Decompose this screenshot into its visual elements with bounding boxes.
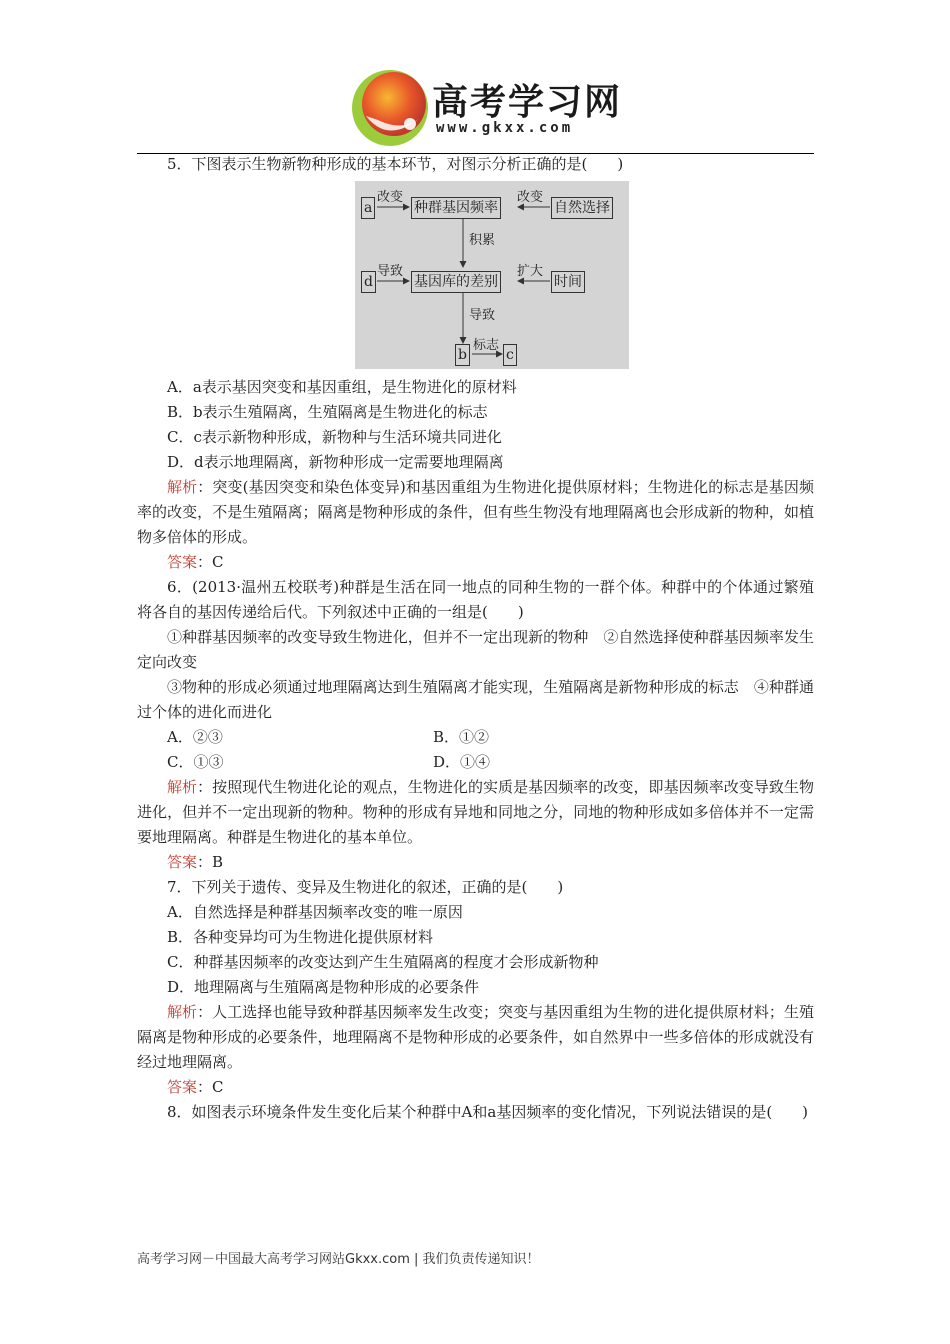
label-expand: 扩大 [517,264,544,279]
node-natural-selection: 自然选择 [551,197,613,219]
answer-text: ：B [197,853,224,871]
q7-option-a: A．自然选择是种群基因频率改变的唯一原因 [167,903,463,921]
analysis-label: 解析 [167,778,198,796]
q7-option-d: D．地理隔离与生殖隔离是物种形成的必要条件 [167,978,480,996]
answer-label: 答案 [167,553,198,571]
analysis-text: ：人工选择也能导致种群基因频率发生改变；突变与基因重组为生物的进化提供原材料；生殖隔离是物种形成的必要条件，地理隔离不是物种形成的必要条件，如自然界中一些多倍体的形成就没有经过地理隔离。 [137,1003,814,1071]
analysis-text: ：突变(基因突变和染色体变异)和基因重组为生物进化提供原材料；生物进化的标志是基因频率的改变，不是生殖隔离；隔离是物种形成的条件，但有些生物没有地理隔离也会形成新的物种，如植物多倍体的形成。 [137,478,814,546]
q6-analysis [137,775,814,850]
q5-option-d: D．d表示地理隔离，新物种形成一定需要地理隔离 [167,453,504,471]
label-mark: 标志 [473,338,500,353]
answer-text: ：C [197,1078,224,1096]
page-footer: 高考学习网－中国最大高考学习网站Gkxx.com | 我们负责传递知识！ [137,1252,540,1267]
q6-options-row-2 [137,750,814,775]
node-gene-frequency: 种群基因频率 [411,197,501,219]
q5-option-c: C．c表示新物种形成，新物种与生活环境共同进化 [167,428,502,446]
answer-text: ：C [197,553,224,571]
q7-stem: 7．下列关于遗传、变异及生物进化的叙述，正确的是( ) [167,878,564,896]
q6-answer [137,850,814,875]
q6-statement-1: ①种群基因频率的改变导致生物进化，但并不一定出现新的物种 ②自然选择使种群基因频率发生定向改变 [137,628,814,671]
node-time: 时间 [551,271,585,293]
label-lead-left: 导致 [377,264,404,279]
q6-option-d: D．①④ [433,753,491,771]
q5-stem: 5．下图表示生物新物种形成的基本环节，对图示分析正确的是( ) [167,155,624,173]
brand-title: 高考学习网 [432,82,623,123]
answer-label: 答案 [167,853,198,871]
q6-option-c: C．①③ [167,753,224,771]
label-lead-down: 导致 [469,308,496,323]
q5-answer [137,550,814,575]
node-a: a [361,197,375,219]
label-change-right: 改变 [517,190,544,205]
q7-option-c: C．种群基因频率的改变达到产生生殖隔离的程度才会形成新物种 [167,953,599,971]
q6-option-b: B．①② [433,728,490,746]
analysis-text: ：按照现代生物进化论的观点，生物进化的实质是基因频率的改变，即基因频率改变导致生物进化，但并不一定出现新的物种。物种的形成有异地和同地之分，同地的物种形成如多倍体并不一定需要地理隔离。种群是生物进化的基本单位。 [137,778,814,846]
analysis-label: 解析 [167,478,198,496]
q6-statement-2: ③物种的形成必须通过地理隔离达到生殖隔离才能实现，生殖隔离是新物种形成的标志 ④种群通过个体的进化而进化 [137,678,814,721]
q7-answer [137,1075,814,1100]
analysis-label: 解析 [167,1003,198,1021]
speciation-diagram [355,181,629,369]
q6-options-row-1 [137,725,814,750]
q5-option-a: A．a表示基因突变和基因重组，是生物进化的原材料 [167,378,517,396]
q7-option-b: B．各种变异均可为生物进化提供原材料 [167,928,434,946]
q8-stem: 8．如图表示环境条件发生变化后某个种群中A和a基因频率的变化情况，下列说法错误的是( ) [167,1103,809,1121]
node-b: b [455,344,470,366]
label-change-left: 改变 [377,190,404,205]
document-body [137,152,814,1125]
node-d: d [361,271,376,293]
q5-analysis [137,475,814,550]
q5-option-b: B．b表示生殖隔离，生殖隔离是生物进化的标志 [167,403,488,421]
q6-stem: 6．(2013·温州五校联考)种群是生活在同一地点的同种生物的一群个体。种群中的个体通过繁殖将各自的基因传递给后代。下列叙述中正确的一组是( ) [137,578,814,621]
label-accumulate: 积累 [469,233,496,248]
answer-label: 答案 [167,1078,198,1096]
node-c: c [503,344,517,366]
node-gene-pool-difference: 基因库的差别 [411,271,501,293]
q6-option-a: A．②③ [167,728,223,746]
brand-url: www.gkxx.com [436,120,574,136]
q7-analysis [137,1000,814,1075]
